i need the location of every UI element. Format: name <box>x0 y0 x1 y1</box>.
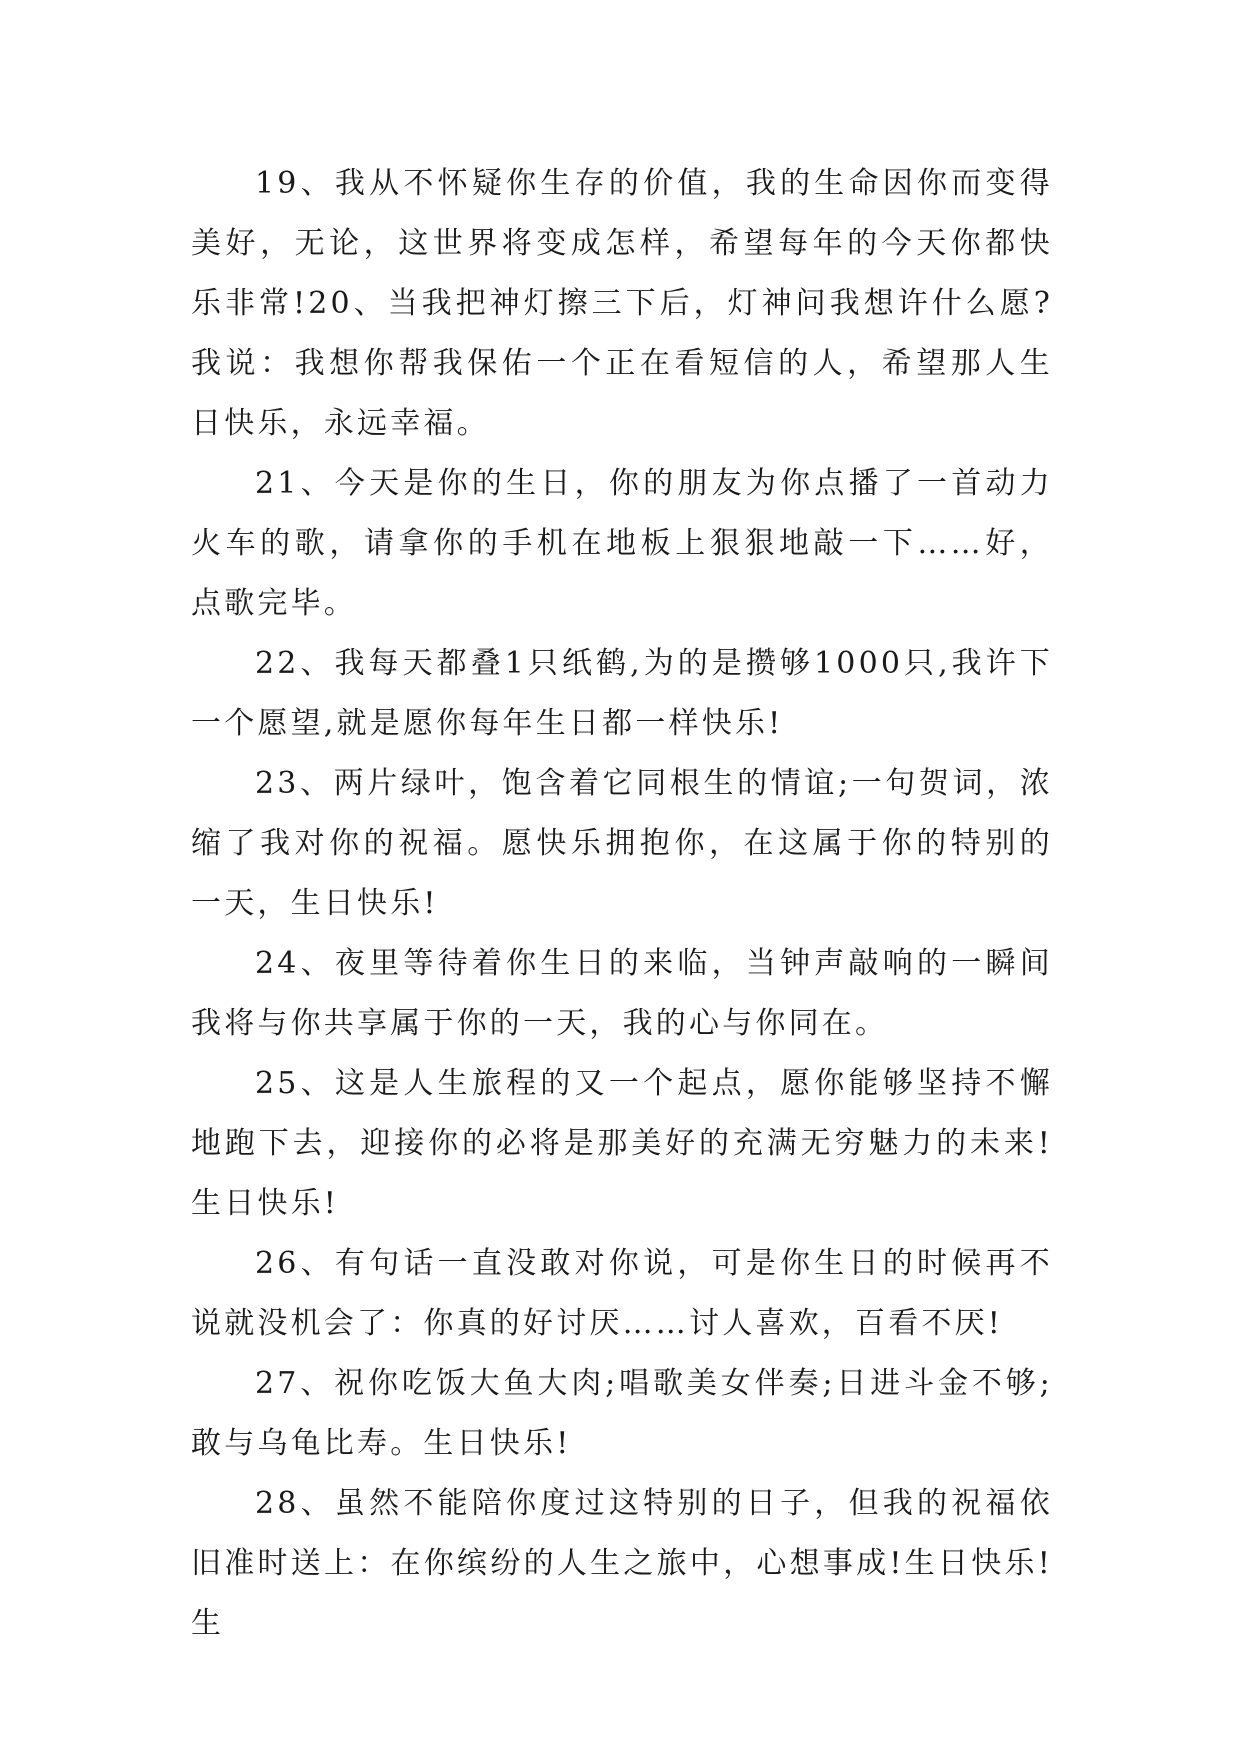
paragraph-24: 24、夜里等待着你生日的来临，当钟声敲响的一瞬间我将与你共享属于你的一天，我的心与你同在。 <box>191 946 1053 1041</box>
paragraph-25: 25、这是人生旅程的又一个起点，愿你能够坚持不懈地跑下去，迎接你的必将是那美好的充满无穷魅力的未来!生日快乐! <box>191 1066 1053 1221</box>
paragraph-27: 27、祝你吃饭大鱼大肉;唱歌美女伴奏;日进斗金不够;敢与乌龟比寿。生日快乐! <box>191 1366 1053 1461</box>
paragraph-22: 22、我每天都叠1只纸鹤,为的是攒够1000只,我许下一个愿望,就是愿你每年生日都一样快乐! <box>191 646 1053 741</box>
paragraph-19-20: 19、我从不怀疑你生存的价值，我的生命因你而变得美好，无论，这世界将变成怎样，希望每年的今天你都快乐非常!20、当我把神灯擦三下后，灯神问我想许什么愿?我说：我想你帮我保佑一个正在看短信的人，希望那人生日快乐，永远幸福。 <box>191 166 1053 441</box>
paragraph-26: 26、有句话一直没敢对你说，可是你生日的时候再不说就没机会了：你真的好讨厌……讨人喜欢，百看不厌! <box>191 1246 1053 1341</box>
document-body <box>191 154 1053 1654</box>
paragraph-28: 28、虽然不能陪你度过这特别的日子，但我的祝福依旧准时送上：在你缤纷的人生之旅中，心想事成!生日快乐!生 <box>191 1486 1053 1641</box>
paragraph-21: 21、今天是你的生日，你的朋友为你点播了一首动力火车的歌，请拿你的手机在地板上狠狠地敲一下……好，点歌完毕。 <box>191 466 1053 621</box>
paragraph-23: 23、两片绿叶，饱含着它同根生的情谊;一句贺词，浓缩了我对你的祝福。愿快乐拥抱你，在这属于你的特别的一天，生日快乐! <box>191 766 1053 921</box>
